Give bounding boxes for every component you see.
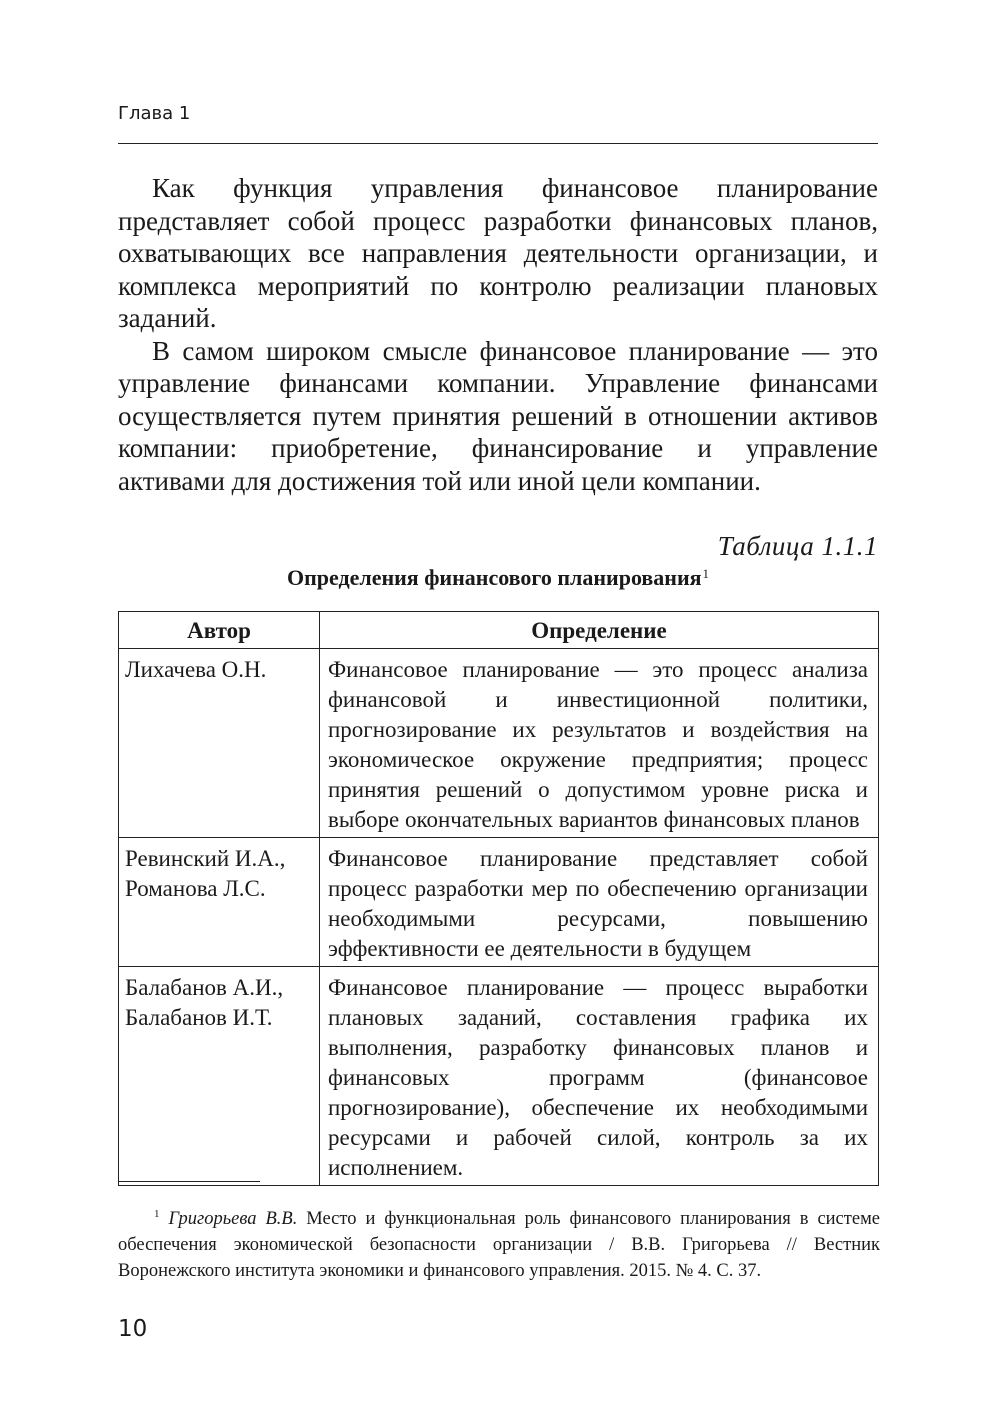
running-head: Глава 1 — [118, 103, 191, 124]
table-row — [119, 838, 879, 967]
definition-cell: Финансовое планирование — процесс выработки плановых заданий, составления графика их выполнения, разработку финансовых планов и финансовых программ (финансовое прогнозирование), обеспечение их необходимыми ресурсами и рабочей силой, контроль за их исполнением. — [320, 967, 879, 1186]
body-text — [118, 172, 878, 497]
header-divider — [118, 143, 878, 144]
footnote — [118, 1201, 880, 1284]
footnote-author: Григорьева В.В. — [168, 1209, 298, 1229]
table-header-row — [119, 612, 879, 649]
author-cell: Балабанов А.И., Балабанов И.Т. — [119, 967, 320, 1186]
author-cell: Ревинский И.А., Романова Л.С. — [119, 838, 320, 967]
column-header-definition: Определение — [320, 612, 879, 649]
definition-cell: Финансовое планирование — это процесс анализа финансовой и инвестиционной политики, прогнозирование их результатов и воздействия на экономическое окружение предприятия; процесс принятия решений о допустимом уровне риска и выборе окончательных вариантов финансовых планов — [320, 649, 879, 838]
footnote-text: Место и функциональная роль финансового планирования в системе обеспечения экономической безопасности организации / В.В. Григорьева // Вестник Воронежского института экономики и финансового управления. 2015. № 4. С. 37. — [118, 1209, 880, 1281]
body-paragraph: В самом широком смысле финансовое планирование — это управление финансами компании. Управление финансами осуществляется путем принятия решений в отношении активов компании: приобретение, финансирование и управление активами для достижения той или иной цели компании. — [118, 335, 878, 496]
body-paragraph: Как функция управления финансовое планирование представляет собой процесс разработки финансовых планов, охватывающих все направления деятельности организации, и комплекса мероприятий по контролю реализации плановых заданий. — [118, 173, 878, 333]
author-cell: Лихачева О.Н. — [119, 649, 320, 838]
footnote-marker: 1 — [154, 1208, 160, 1220]
table-label: Таблица 1.1.1 — [717, 531, 878, 561]
table-title-text: Определения финансового планирования — [286, 565, 702, 590]
definition-cell: Финансовое планирование представляет собой процесс разработки мер по обеспечению организации необходимыми ресурсами, повышению эффективности ее деятельности в будущем — [320, 838, 879, 967]
footnote-reference: 1 — [702, 566, 710, 581]
definitions-table — [118, 611, 879, 1186]
table-title — [118, 565, 878, 591]
footnote-divider — [118, 1181, 260, 1182]
table-row — [119, 649, 879, 838]
page-number: 10 — [118, 1316, 148, 1342]
column-header-author: Автор — [119, 612, 320, 649]
table-row — [119, 967, 879, 1186]
